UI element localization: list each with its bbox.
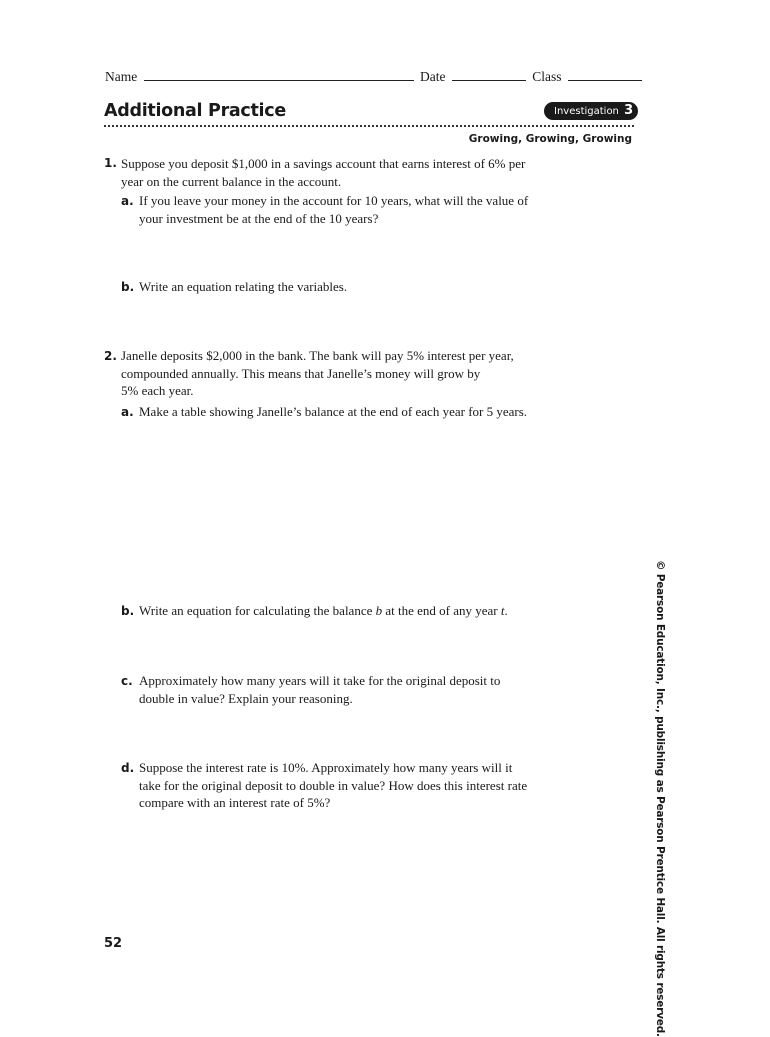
- question-1b-label: b.: [121, 280, 135, 294]
- badge-number: 3: [624, 103, 634, 118]
- question-2-line-2: compounded annually. This means that Janelle’s money will grow by: [121, 365, 481, 381]
- question-1a-text: [139, 192, 528, 227]
- question-2c-line-2: double in value? Explain your reasoning.: [139, 690, 353, 706]
- question-1a-line-2: your investment be at the end of the 10 years?: [139, 210, 379, 226]
- question-2d-line-2: take for the original deposit to double in value? How does this interest rate: [139, 777, 528, 793]
- date-blank: [452, 69, 526, 81]
- question-2-text: [121, 347, 514, 400]
- question-2c-text: [139, 672, 500, 707]
- question-1a-label: a.: [121, 194, 134, 208]
- question-2d-line-3: compare with an interest rate of 5%?: [139, 795, 331, 810]
- class-label: Class: [532, 69, 562, 84]
- name-blank: [144, 69, 414, 81]
- page-number: 52: [104, 936, 123, 951]
- investigation-badge: [544, 102, 638, 120]
- question-2d-label: d.: [121, 761, 135, 775]
- question-1-line-2: year on the current balance in the account.: [121, 173, 342, 189]
- question-1-text: [121, 155, 525, 190]
- question-2-line-3: 5% each year.: [121, 383, 194, 398]
- question-2b-line-1: Write an equation for calculating the balance b at the end of any year t.: [139, 603, 508, 618]
- question-2b-label: b.: [121, 604, 135, 618]
- question-2b-text: [139, 602, 508, 620]
- name-label: Name: [105, 69, 138, 84]
- question-2-line-1: Janelle deposits $2,000 in the bank. The bank will pay 5% interest per year,: [121, 348, 514, 363]
- badge-label: Investigation: [554, 106, 619, 117]
- question-1a-line-1: If you leave your money in the account for 10 years, what will the value of: [139, 193, 529, 208]
- question-2c-label: c.: [121, 674, 133, 688]
- unit-subtitle: Growing, Growing, Growing: [468, 133, 632, 145]
- question-2a-label: a.: [121, 405, 134, 419]
- question-2d-text: [139, 759, 527, 812]
- question-2d-line-1: Suppose the interest rate is 10%. Approximately how many years will it: [139, 760, 513, 775]
- question-2a-line-1: Make a table showing Janelle’s balance at the end of each year for 5 years.: [139, 404, 528, 419]
- question-2c-line-1: Approximately how many years will it take for the original deposit to: [139, 673, 501, 688]
- question-1-line-1: Suppose you deposit $1,000 in a savings account that earns interest of 6% per: [121, 156, 526, 171]
- question-1b-line-1: Write an equation relating the variables.: [139, 279, 348, 294]
- header-fields: [105, 69, 635, 85]
- class-blank: [568, 69, 642, 81]
- question-2a-text: [139, 403, 527, 421]
- question-2-number: 2.: [104, 349, 117, 363]
- copyright-notice: © Pearson Education, Inc., publishing as Pearson Prentice Hall. All rights reserved.: [654, 560, 666, 1037]
- date-label: Date: [419, 69, 446, 84]
- page-title: Additional Practice: [104, 101, 286, 121]
- dotted-divider: [104, 125, 634, 127]
- question-1b-text: [139, 278, 347, 296]
- question-1-number: 1.: [104, 156, 117, 170]
